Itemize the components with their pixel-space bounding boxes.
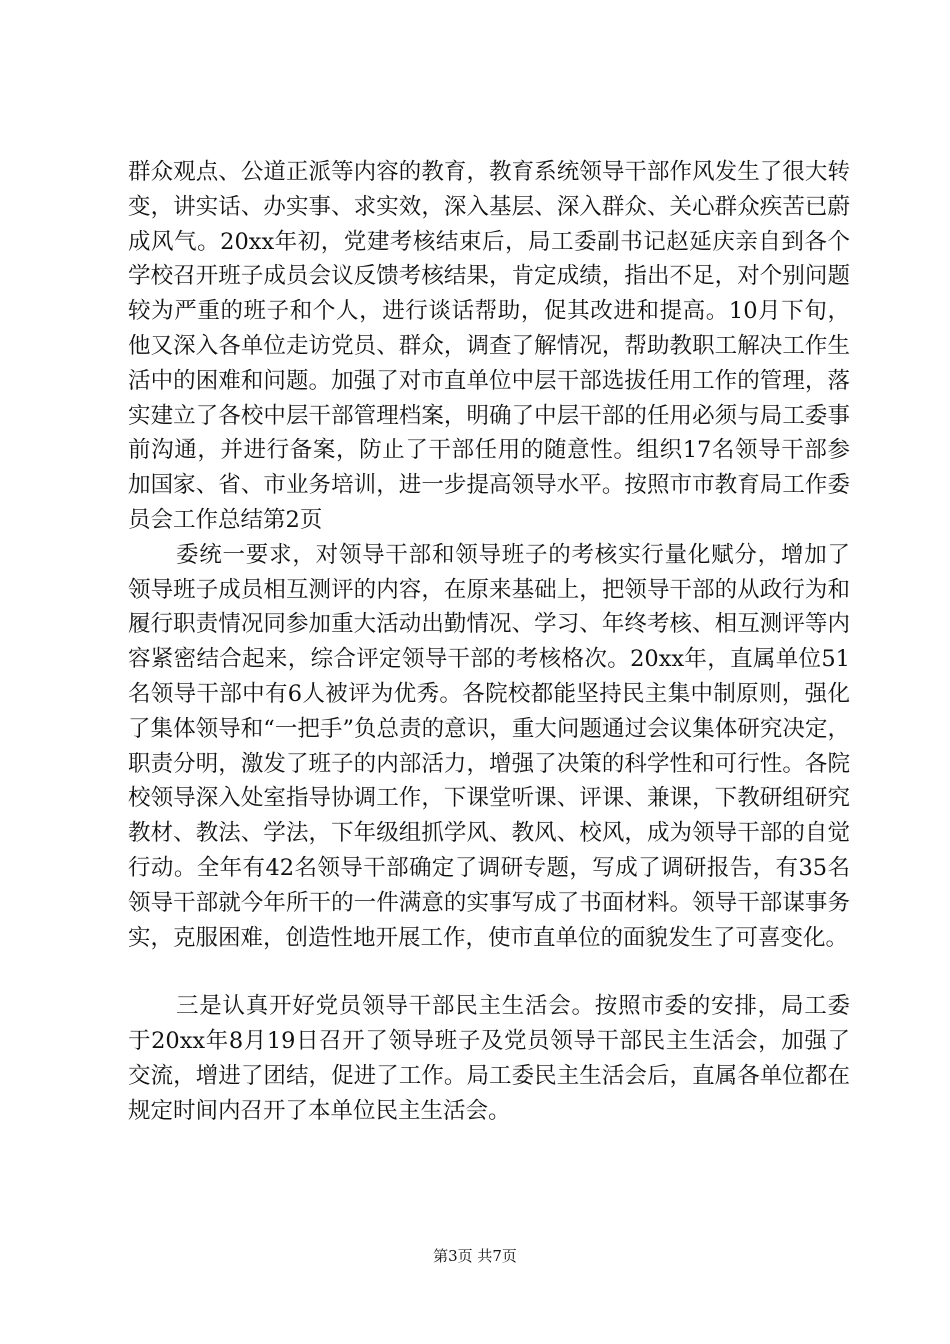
document-body (128, 155, 850, 1129)
page-footer: 第3页 共7页 (433, 1247, 517, 1265)
paragraph-1: 群众观点、公道正派等内容的教育，教育系统领导干部作风发生了很大转变，讲实话、办实事、求实效，深入基层、深入群众、关心群众疾苦已蔚成风气。20xx年初，党建考核结束后，局工委副书记赵延庆亲自到各个学校召开班子成员会议反馈考核结果，肯定成绩，指出不足，对个别问题较为严重的班子和个人，进行谈话帮助，促其改进和提高。10月下旬，他又深入各单位走访党员、群众，调查了解情况，帮助教职工解决工作生活中的困难和问题。加强了对市直单位中层干部选拔任用工作的管理，落实建立了各校中层干部管理档案，明确了中层干部的任用必须与局工委事前沟通，并进行备案，防止了干部任用的随意性。组织17名领导干部参加国家、省、市业务培训，进一步提高领导水平。按照市市教育局工作委员会工作总结第2页 (128, 159, 850, 533)
paragraph-3: 三是认真开好党员领导干部民主生活会。按照市委的安排，局工委于20xx年8月19日召开了领导班子及党员领导干部民主生活会，加强了交流，增进了团结，促进了工作。局工委民主生活会后，直属各单位都在规定时间内召开了本单位民主生活会。 (128, 993, 850, 1124)
paragraph-2: 委统一要求，对领导干部和领导班子的考核实行量化赋分，增加了领导班子成员相互测评的内容，在原来基础上，把领导干部的从政行为和履行职责情况同参加重大活动出勤情况、学习、年终考核、相互测评等内容紧密结合起来，综合评定领导干部的考核格次。20xx年，直属单位51名领导干部中有6人被评为优秀。各院校都能坚持民主集中制原则，强化了集体领导和“一把手”负总责的意识，重大问题通过会议集体研究决定，职责分明，激发了班子的内部活力，增强了决策的科学性和可行性。各院校领导深入处室指导协调工作，下课堂听课、评课、兼课，下教研组研究教材、教法、学法，下年级组抓学风、教风、校风，成为领导干部的自觉行动。全年有42名领导干部确定了调研专题，写成了调研报告，有35名领导干部就今年所干的一件满意的实事写成了书面材料。领导干部谋事务实，克服困难，创造性地开展工作，使市直单位的面貌发生了可喜变化。 (128, 541, 850, 951)
paragraph-spacer (128, 955, 850, 989)
